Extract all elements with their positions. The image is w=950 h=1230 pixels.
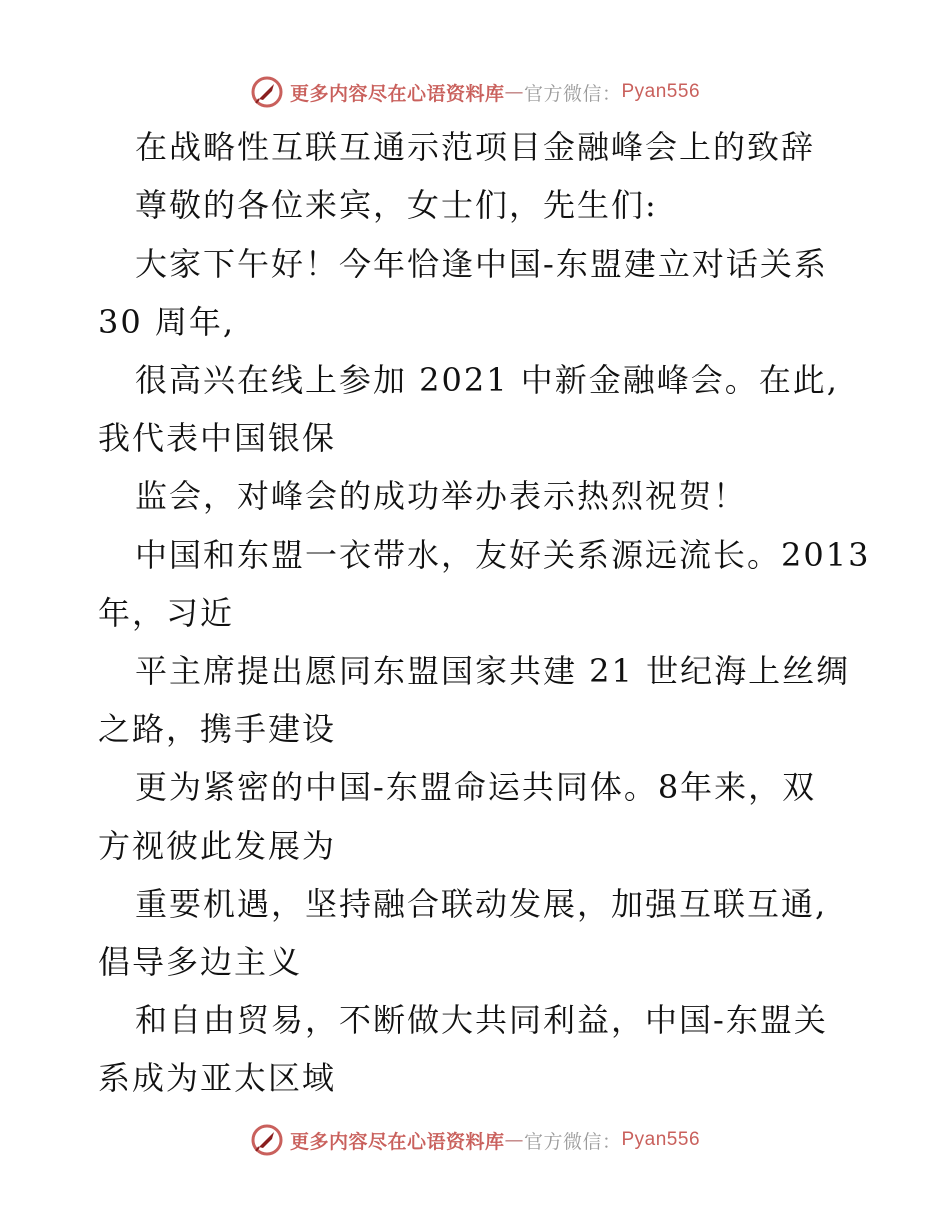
- body-line: 尊敬的各位来宾，女士们，先生们:: [135, 186, 658, 224]
- banner-wechat-id: Pyan556: [621, 1129, 701, 1150]
- body-line: 大家下午好！今年恰逢中国-东盟建立对话关系: [135, 245, 828, 283]
- banner-text: 更多内容尽在心语资料库: [289, 82, 505, 105]
- body-line: 倡导多边主义: [98, 943, 303, 981]
- body-line: 中国和东盟一衣带水，友好关系源远流长。2013: [135, 536, 871, 574]
- body-line: 系成为亚太区域: [98, 1059, 337, 1097]
- body-line: 和自由贸易，不断做大共同利益，中国-东盟关: [135, 1001, 828, 1039]
- body-line: 更为紧密的中国-东盟命运共同体。8年来，双: [135, 768, 817, 806]
- body-line: 重要机遇，坚持融合联动发展，加强互联互通,: [135, 885, 828, 923]
- body-line: 我代表中国银保: [98, 419, 337, 457]
- header-watermark: [0, 72, 950, 112]
- body-line: 年，习近: [98, 594, 235, 632]
- banner-wechat-label: 官方微信：: [523, 1130, 622, 1153]
- body-line: 很高兴在线上参加 2021 中新金融峰会。在此,: [135, 361, 839, 399]
- banner-text: 更多内容尽在心语资料库: [289, 1130, 505, 1153]
- body-line: 30 周年,: [98, 303, 236, 341]
- footer-watermark: [0, 1120, 950, 1160]
- body-line: 监会，对峰会的成功举办表示热烈祝贺！: [135, 477, 748, 515]
- quill-logo-icon: [250, 1123, 284, 1157]
- document-title: 在战略性互联互通示范项目金融峰会上的致辞: [135, 128, 816, 166]
- body-line: 平主席提出愿同东盟国家共建 21 世纪海上丝绸: [135, 652, 851, 690]
- banner-dash: —: [504, 81, 524, 103]
- banner-dash: —: [504, 1129, 524, 1151]
- banner-wechat-id: Pyan556: [621, 81, 701, 102]
- body-line: 之路，携手建设: [98, 710, 337, 748]
- quill-logo-icon: [250, 75, 284, 109]
- banner-wechat-label: 官方微信：: [523, 82, 622, 105]
- body-line: 方视彼此发展为: [98, 827, 337, 865]
